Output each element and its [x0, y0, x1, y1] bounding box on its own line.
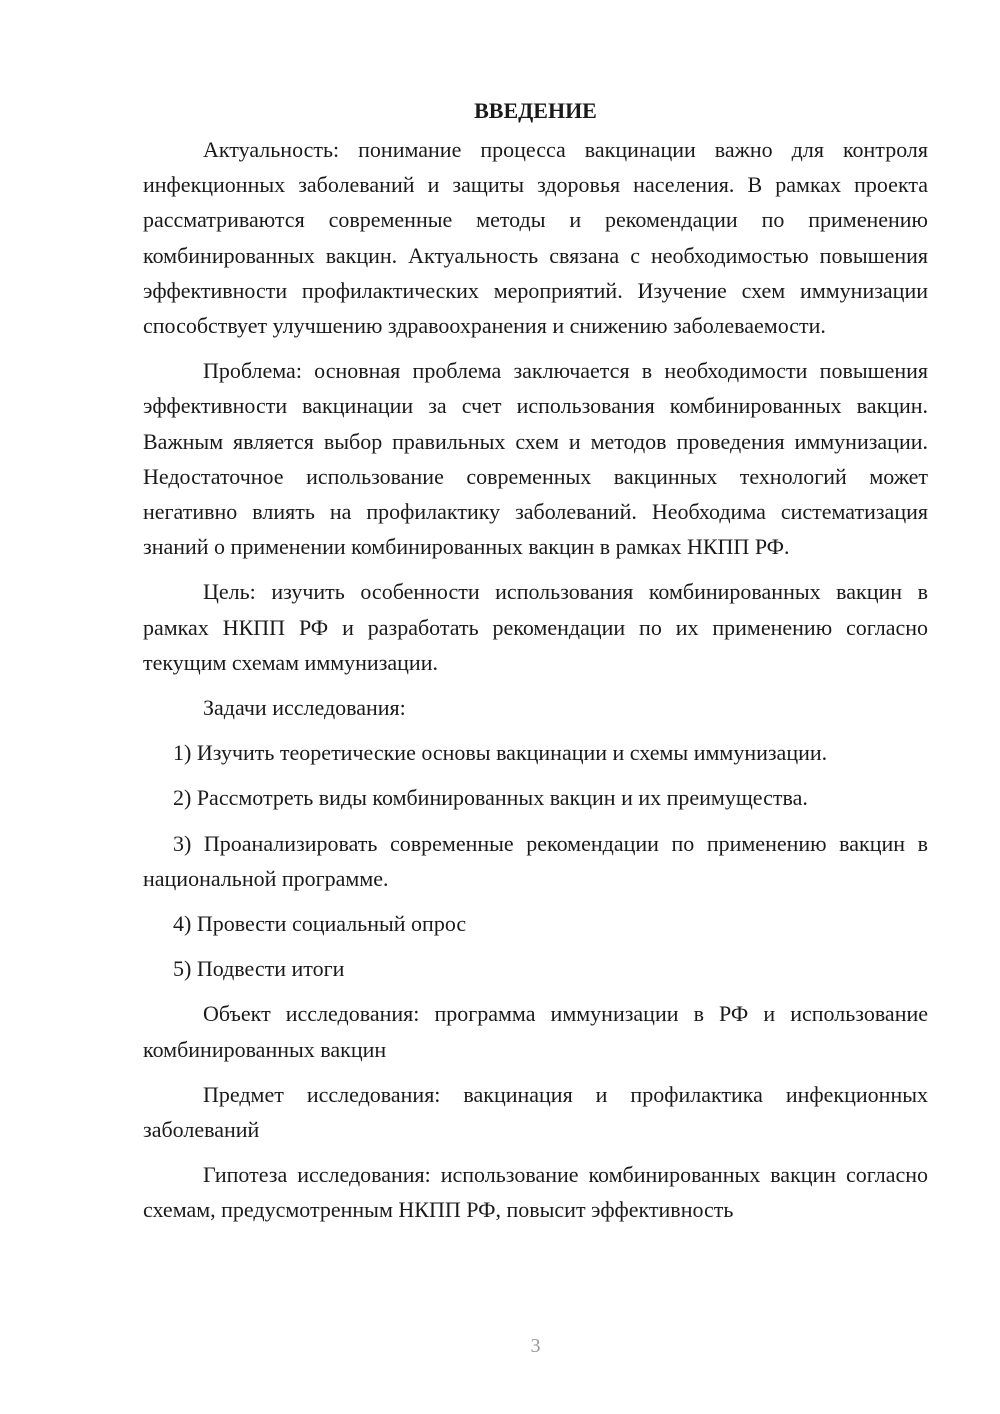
task-item-4: 4) Провести социальный опрос	[173, 911, 467, 937]
hypothesis-paragraph: Гипотеза исследования: использование комбинированных вакцин согласно схемам, предусмотренным НКПП РФ, повысит эффективность	[143, 1162, 928, 1223]
section-title: ВВЕДЕНИЕ	[474, 98, 597, 123]
task-item-2: 2) Рассмотреть виды комбинированных вакцин и их преимущества.	[173, 785, 808, 811]
relevance-paragraph: Актуальность: понимание процесса вакцинации важно для контроля инфекционных заболеваний и защиты здоровья населения. В рамках проекта рассматриваются современные методы и рекомендации по применению комбинированных вакцин. Актуальность связана с необходимостью повышения эффективности профилактических мероприятий. Изучение схем иммунизации способствует улучшению здравоохранения и снижению заболеваемости.	[143, 137, 928, 339]
page-number: 3	[530, 1335, 541, 1357]
document-page	[143, 96, 928, 1238]
goal-paragraph: Цель: изучить особенности использования комбинированных вакцин в рамках НКПП РФ и разработать рекомендации по их применению согласно текущим схемам иммунизации.	[143, 579, 928, 675]
subject-paragraph: Предмет исследования: вакцинация и профилактика инфекционных заболеваний	[143, 1081, 928, 1143]
problem-paragraph: Проблема: основная проблема заключается в необходимости повышения эффективности вакцинации за счет использования комбинированных вакцин. Важным является выбор правильных схем и методов проведения иммунизации. Недостаточное использование современных вакцинных технологий может негативно влиять на профилактику заболеваний. Необходима систематизация знаний о применении комбинированных вакцин в рамках НКПП РФ.	[143, 358, 928, 560]
object-paragraph: Объект исследования: программа иммунизации в РФ и использование комбинированных вакцин	[143, 1001, 928, 1062]
tasks-heading: Задачи исследования:	[203, 695, 406, 721]
task-item-5: 5) Подвести итоги	[173, 956, 345, 982]
task-item-3: 3) Проанализировать современные рекомендации по применению вакцин в национальной программе.	[143, 830, 928, 891]
task-item-1: 1) Изучить теоретические основы вакцинации и схемы иммунизации.	[173, 740, 828, 766]
